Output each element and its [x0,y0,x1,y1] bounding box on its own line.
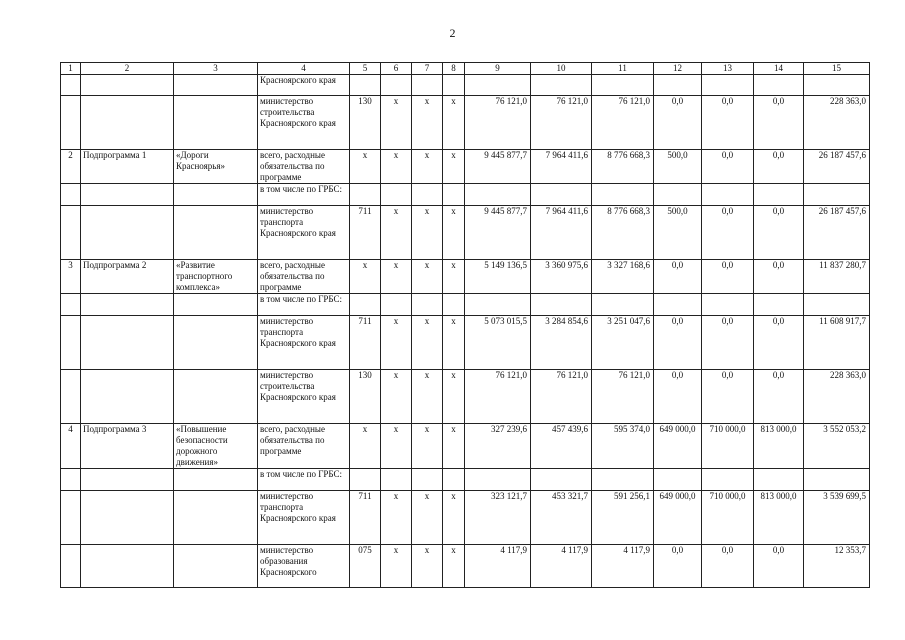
table-row [61,491,870,545]
table-cell [754,75,804,96]
table-cell: 813 000,0 [754,491,804,545]
table-cell [412,469,443,491]
table-cell: 4 117,9 [465,545,531,588]
table-cell: 76 121,0 [465,370,531,424]
table-cell [61,469,81,491]
table-cell: 4 117,9 [592,545,654,588]
table-row [61,150,870,184]
table-cell [61,316,81,370]
table-cell: 7 964 411,6 [531,206,592,260]
table-cell: х [381,316,412,370]
table-cell: 0,0 [654,545,702,588]
table-cell: в том числе по ГРБС: [258,469,350,491]
table-cell: х [381,545,412,588]
table-cell: х [381,206,412,260]
table-cell: 0,0 [754,545,804,588]
table-cell [61,294,81,316]
table-cell: х [412,545,443,588]
table-cell: х [412,206,443,260]
table-cell [174,545,258,588]
table-cell: х [412,491,443,545]
table-cell [174,469,258,491]
table-cell [465,75,531,96]
table-cell: х [443,150,465,184]
table-cell [381,469,412,491]
table-cell [654,184,702,206]
table-cell [443,294,465,316]
table-cell [174,491,258,545]
table-cell: 4 [61,424,81,469]
table-cell: 075 [350,545,381,588]
table-cell: 457 439,6 [531,424,592,469]
table-cell: х [381,491,412,545]
table-cell: 0,0 [654,370,702,424]
column-number: 15 [804,63,870,75]
table-cell [174,75,258,96]
table-cell: х [412,370,443,424]
table-cell [61,184,81,206]
table-cell [81,370,174,424]
table-cell: 711 [350,491,381,545]
table-row [61,370,870,424]
table-cell: 9 445 877,7 [465,206,531,260]
table-cell [174,96,258,150]
table-cell: 11 837 280,7 [804,260,870,294]
table-cell [350,294,381,316]
table-cell: 76 121,0 [531,96,592,150]
table-cell: 591 256,1 [592,491,654,545]
column-number: 9 [465,63,531,75]
table-cell [350,75,381,96]
table-cell [702,294,754,316]
table-cell [81,545,174,588]
column-number: 6 [381,63,412,75]
column-number: 14 [754,63,804,75]
table-cell: Подпрограмма 2 [81,260,174,294]
table-cell: 130 [350,96,381,150]
table-cell: Подпрограмма 3 [81,424,174,469]
table-cell: х [412,260,443,294]
table-cell: 0,0 [654,316,702,370]
table-cell [592,184,654,206]
table-cell [81,469,174,491]
table-cell: 7 964 411,6 [531,150,592,184]
table-cell: всего, расходные обязательства по программе [258,150,350,184]
table-cell: 228 363,0 [804,370,870,424]
table-cell [592,75,654,96]
table-cell: 0,0 [702,150,754,184]
table-cell: 0,0 [702,206,754,260]
table-cell: 228 363,0 [804,96,870,150]
column-number: 10 [531,63,592,75]
table-cell: 3 539 699,5 [804,491,870,545]
table-cell: 130 [350,370,381,424]
table-cell: х [443,316,465,370]
column-number: 7 [412,63,443,75]
column-number: 8 [443,63,465,75]
table-cell [531,184,592,206]
table-cell: 710 000,0 [702,491,754,545]
table-cell [702,469,754,491]
table-cell [61,206,81,260]
column-number: 3 [174,63,258,75]
table-cell: 8 776 668,3 [592,150,654,184]
page-number: 2 [449,26,456,40]
table-cell: 0,0 [754,260,804,294]
table-cell [804,184,870,206]
table-cell: 711 [350,316,381,370]
table-cell: х [350,424,381,469]
table-cell [592,469,654,491]
table-cell: 0,0 [702,545,754,588]
table-cell: 76 121,0 [592,96,654,150]
table-cell: х [412,150,443,184]
table-cell: 3 327 168,6 [592,260,654,294]
table-cell: всего, расходные обязательства по программе [258,260,350,294]
table-row [61,424,870,469]
table-cell: 649 000,0 [654,424,702,469]
table-cell [81,491,174,545]
table-cell: 500,0 [654,206,702,260]
table-cell: «Развитие транспортного комплекса» [174,260,258,294]
table-cell: х [350,260,381,294]
table-cell: 0,0 [702,316,754,370]
table-cell [81,184,174,206]
table-cell: х [443,260,465,294]
table-cell: х [443,491,465,545]
table-cell: Подпрограмма 1 [81,150,174,184]
table-row [61,96,870,150]
table-cell [350,184,381,206]
table-cell [443,469,465,491]
table-cell [804,75,870,96]
table-cell: 0,0 [702,96,754,150]
table-cell [465,294,531,316]
table-row [61,294,870,316]
table-cell [531,294,592,316]
table-cell: 76 121,0 [592,370,654,424]
table-row [61,184,870,206]
table-cell [654,469,702,491]
table-cell: х [381,150,412,184]
table-cell [654,75,702,96]
table-cell: 0,0 [702,370,754,424]
table-cell: х [443,206,465,260]
table-cell [531,75,592,96]
table-cell: в том числе по ГРБС: [258,184,350,206]
table-cell: 327 239,6 [465,424,531,469]
table-cell [465,469,531,491]
table-cell: х [443,424,465,469]
column-number: 11 [592,63,654,75]
table-cell: 453 321,7 [531,491,592,545]
table-cell [174,206,258,260]
table-cell: Красноярского края [258,75,350,96]
table-cell: 0,0 [654,260,702,294]
table-cell [654,294,702,316]
table-cell: х [412,316,443,370]
table-cell: 0,0 [754,96,804,150]
table-row [61,206,870,260]
table-cell: 76 121,0 [465,96,531,150]
table-cell [61,491,81,545]
table-cell: 8 776 668,3 [592,206,654,260]
table-cell: 0,0 [754,150,804,184]
table-row [61,260,870,294]
table-cell [174,294,258,316]
column-number: 1 [61,63,81,75]
table-cell [412,75,443,96]
table-cell [531,469,592,491]
column-number: 5 [350,63,381,75]
table-cell [443,75,465,96]
table-cell: «Дороги Красноярья» [174,150,258,184]
table-cell: министерство транспорта Красноярского края [258,491,350,545]
table-header-row [61,63,870,75]
table-cell [174,184,258,206]
table-cell: х [350,150,381,184]
table-cell: министерство строительства Красноярского края [258,370,350,424]
table-cell: 3 [61,260,81,294]
table-cell: 3 360 975,6 [531,260,592,294]
table-cell: х [381,370,412,424]
table-cell: 595 374,0 [592,424,654,469]
table-cell [174,316,258,370]
table-cell: х [443,370,465,424]
budget-table [60,62,870,588]
table-cell: 0,0 [754,206,804,260]
table-row [61,316,870,370]
table-row [61,75,870,96]
table-cell: 3 552 053,2 [804,424,870,469]
table-cell: 26 187 457,6 [804,206,870,260]
table-cell [443,184,465,206]
table-cell: «Повышение безопасности дорожного движения» [174,424,258,469]
table-cell: 5 073 015,5 [465,316,531,370]
column-number: 12 [654,63,702,75]
table-cell [61,75,81,96]
table-cell: 0,0 [702,260,754,294]
table-cell [61,545,81,588]
table-cell: х [381,260,412,294]
table-cell: 9 445 877,7 [465,150,531,184]
table-cell: 5 149 136,5 [465,260,531,294]
table-cell: в том числе по ГРБС: [258,294,350,316]
table-cell: 26 187 457,6 [804,150,870,184]
table-cell [381,294,412,316]
table-cell [81,75,174,96]
table-cell [754,294,804,316]
table-cell: х [443,96,465,150]
table-cell [804,294,870,316]
table-cell: 813 000,0 [754,424,804,469]
table-cell: 500,0 [654,150,702,184]
table-cell: всего, расходные обязательства по программе [258,424,350,469]
table-cell: 2 [61,150,81,184]
table-cell [61,96,81,150]
table-cell: министерство транспорта Красноярского края [258,316,350,370]
table-cell: 12 353,7 [804,545,870,588]
table-cell: 0,0 [654,96,702,150]
table-cell: х [412,424,443,469]
table-cell [81,316,174,370]
table-cell [465,184,531,206]
table-cell: 3 251 047,6 [592,316,654,370]
table-row [61,469,870,491]
column-number: 2 [81,63,174,75]
table-cell [804,469,870,491]
table-cell [381,75,412,96]
table-cell [350,469,381,491]
table-cell: 0,0 [754,316,804,370]
table-cell: 3 284 854,6 [531,316,592,370]
table-cell: 0,0 [754,370,804,424]
table-cell: 649 000,0 [654,491,702,545]
table-cell [412,184,443,206]
table-cell: 11 608 917,7 [804,316,870,370]
table-cell [754,469,804,491]
table-cell [702,184,754,206]
table-cell: 711 [350,206,381,260]
table-cell [381,184,412,206]
table-cell [81,96,174,150]
table-cell [754,184,804,206]
table-cell: министерство строительства Красноярского края [258,96,350,150]
table-cell [81,206,174,260]
table-row [61,545,870,588]
table-cell: х [381,424,412,469]
table-cell: 710 000,0 [702,424,754,469]
table-cell [81,294,174,316]
table-cell [174,370,258,424]
table-cell: х [381,96,412,150]
table-cell [412,294,443,316]
table-cell [592,294,654,316]
table-cell: 323 121,7 [465,491,531,545]
table-cell: министерство образования Красноярского [258,545,350,588]
table-cell [61,370,81,424]
column-number: 13 [702,63,754,75]
table-cell: 76 121,0 [531,370,592,424]
table-cell: х [412,96,443,150]
table-cell: 4 117,9 [531,545,592,588]
column-number: 4 [258,63,350,75]
table-cell: х [443,545,465,588]
table-cell: министерство транспорта Красноярского края [258,206,350,260]
table-cell [702,75,754,96]
